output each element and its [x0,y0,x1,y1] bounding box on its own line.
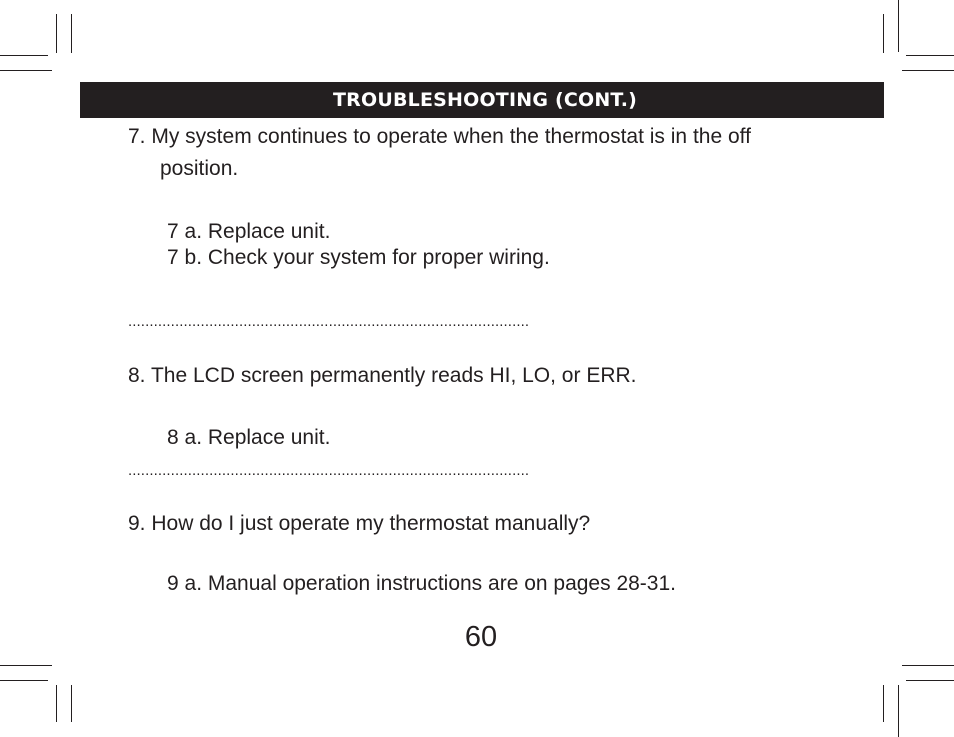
answer-7a: 7 a. Replace unit. [167,220,331,243]
question-8: 8. The LCD screen permanently reads HI, LO, or ERR. [128,364,637,387]
crop-mark [883,685,884,722]
crop-mark [902,70,954,71]
crop-mark [71,14,72,53]
answer-9a: 9 a. Manual operation instructions are on pages 28-31. [167,572,676,595]
crop-mark [56,685,57,722]
crop-mark [56,14,57,53]
answer-7b: 7 b. Check your system for proper wiring. [167,246,550,269]
dotted-separator: .............................................................................................. [128,313,530,330]
crop-mark [898,685,899,737]
crop-mark [906,680,954,681]
dotted-separator: .............................................................................................. [128,462,530,479]
crop-mark [898,0,899,52]
crop-mark [883,14,884,53]
section-title: TROUBLESHOOTING (CONT.) [332,89,638,111]
question-9: 9. How do I just operate my thermostat manually? [128,512,591,535]
section-header-bar [80,82,884,118]
question-7-line-2: position. [160,157,239,180]
crop-mark [71,685,72,722]
page-number: 60 [464,621,498,653]
crop-mark [902,665,954,666]
crop-mark [0,680,48,681]
crop-mark [0,55,48,56]
answer-8a: 8 a. Replace unit. [167,426,331,449]
crop-mark [0,665,52,666]
crop-mark [0,70,52,71]
crop-mark [906,55,954,56]
question-7-line-1: 7. My system continues to operate when the thermostat is in the off [128,125,751,148]
